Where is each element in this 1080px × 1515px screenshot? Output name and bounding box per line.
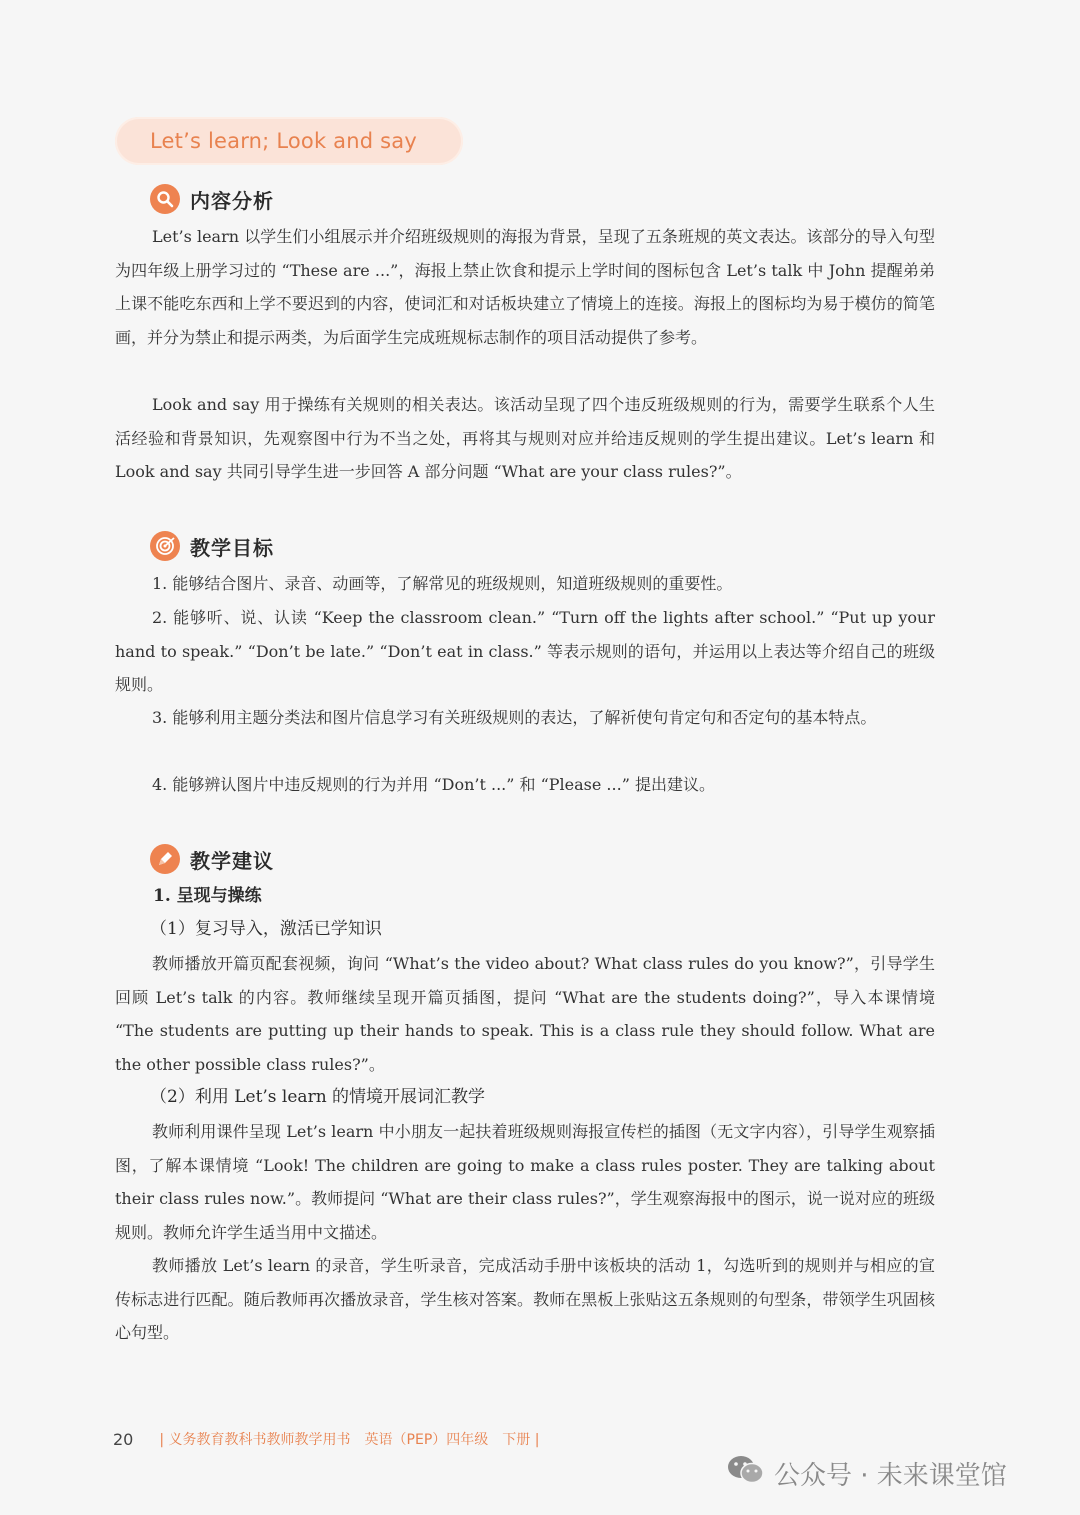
page-footer (113, 1427, 539, 1451)
analysis-title: 内容分析 (190, 188, 274, 213)
section-banner (115, 117, 463, 165)
suggestions-heading (150, 843, 274, 875)
objectives-heading (150, 530, 274, 562)
step1-title: （1）复习导入，激活已学知识 (150, 919, 382, 939)
suggestions-subheading: 1. 呈现与操练 (153, 886, 262, 906)
page-number: 20 (113, 1429, 134, 1449)
suggestions-title: 教学建议 (190, 848, 274, 873)
objective-item-2: 2. 能够听、说、认读 “Keep the classroom clean.” “Turn off the lights after school.” “Put up your hand to speak.” “Don’t be late.” “Don’t eat in class.” 等表示规则的语句，并运用以上表达等介绍自己的班级规则。 (115, 608, 935, 695)
section-banner-label: Let’s learn; Look and say (150, 129, 418, 153)
magnifier-icon (150, 184, 180, 214)
watermark (726, 1453, 1007, 1493)
objective-item-3: 3. 能够利用主题分类法和图片信息学习有关班级规则的表达，了解祈使句肯定句和否定句的基本特点。 (152, 708, 877, 727)
watermark-text: 公众号 · 未来课堂馆 (774, 1460, 1007, 1491)
analysis-paragraph-1: Let’s learn 以学生们小组展示并介绍班级规则的海报为背景，呈现了五条班规的英文表达。该部分的导入句型为四年级上册学习过的 “These are ...”，海报上禁止饮食和提示上学时间的图标包含 Let’s talk 中 John 提醒弟弟上课不能吃东西和上学不要迟到的内容，使词汇和对话板块建立了情境上的连接。海报上的图标均为易于模仿的简笔画，并分为禁止和提示两类，为后面学生完成班规标志制作的项目活动提供了参考。 (115, 227, 935, 347)
objective-item-1: 1. 能够结合图片、录音、动画等，了解常见的班级规则，知道班级规则的重要性。 (152, 574, 733, 593)
analysis-heading (150, 183, 274, 215)
target-icon (150, 531, 180, 561)
step2-paragraph-1: 教师利用课件呈现 Let’s learn 中小朋友一起扶着班级规则海报宣传栏的插图（无文字内容），引导学生观察插图，了解本课情境 “Look! The children are going to make a class rules poster. They are talking about their class rules now.”。教师提问 “What are their class rules?”，学生观察海报中的图示，说一说对应的班级规则。教师允许学生适当用中文描述。 (115, 1122, 935, 1242)
analysis-paragraph-2: Look and say 用于操练有关规则的相关表达。该活动呈现了四个违反班级规则的行为，需要学生联系个人生活经验和背景知识，先观察图中行为不当之处，再将其与规则对应并给违反规则的学生提出建议。Let’s learn 和 Look and say 共同引导学生进一步回答 A 部分问题 “What are your class rules?”。 (115, 395, 935, 482)
step1-paragraph: 教师播放开篇页配套视频，询问 “What’s the video about? What class rules do you know?”，引导学生回顾 Let’s talk 的内容。教师继续呈现开篇页插图，提问 “What are the students doing?”，导入本课情境 “The students are putting up their hands to speak. This is a class rule they should follow. What are the other possible class rules?”。 (115, 954, 935, 1074)
book-title: | 义务教育教科书教师教学用书 英语（PEP）四年级 下册 | (159, 1432, 540, 1448)
objectives-title: 教学目标 (190, 535, 274, 560)
step2-paragraph-2: 教师播放 Let’s learn 的录音，学生听录音，完成活动手册中该板块的活动 1，勾选听到的规则并与相应的宣传标志进行匹配。随后教师再次播放录音，学生核对答案。教师在黑板上张贴这五条规则的句型条，带领学生巩固核心句型。 (115, 1256, 935, 1343)
wechat-icon (726, 1453, 766, 1494)
step2-title: （2）利用 Let’s learn 的情境开展词汇教学 (150, 1087, 486, 1107)
pencil-icon (150, 844, 180, 874)
objective-item-4: 4. 能够辨认图片中违反规则的行为并用 “Don’t ...” 和 “Please ...” 提出建议。 (152, 775, 715, 794)
